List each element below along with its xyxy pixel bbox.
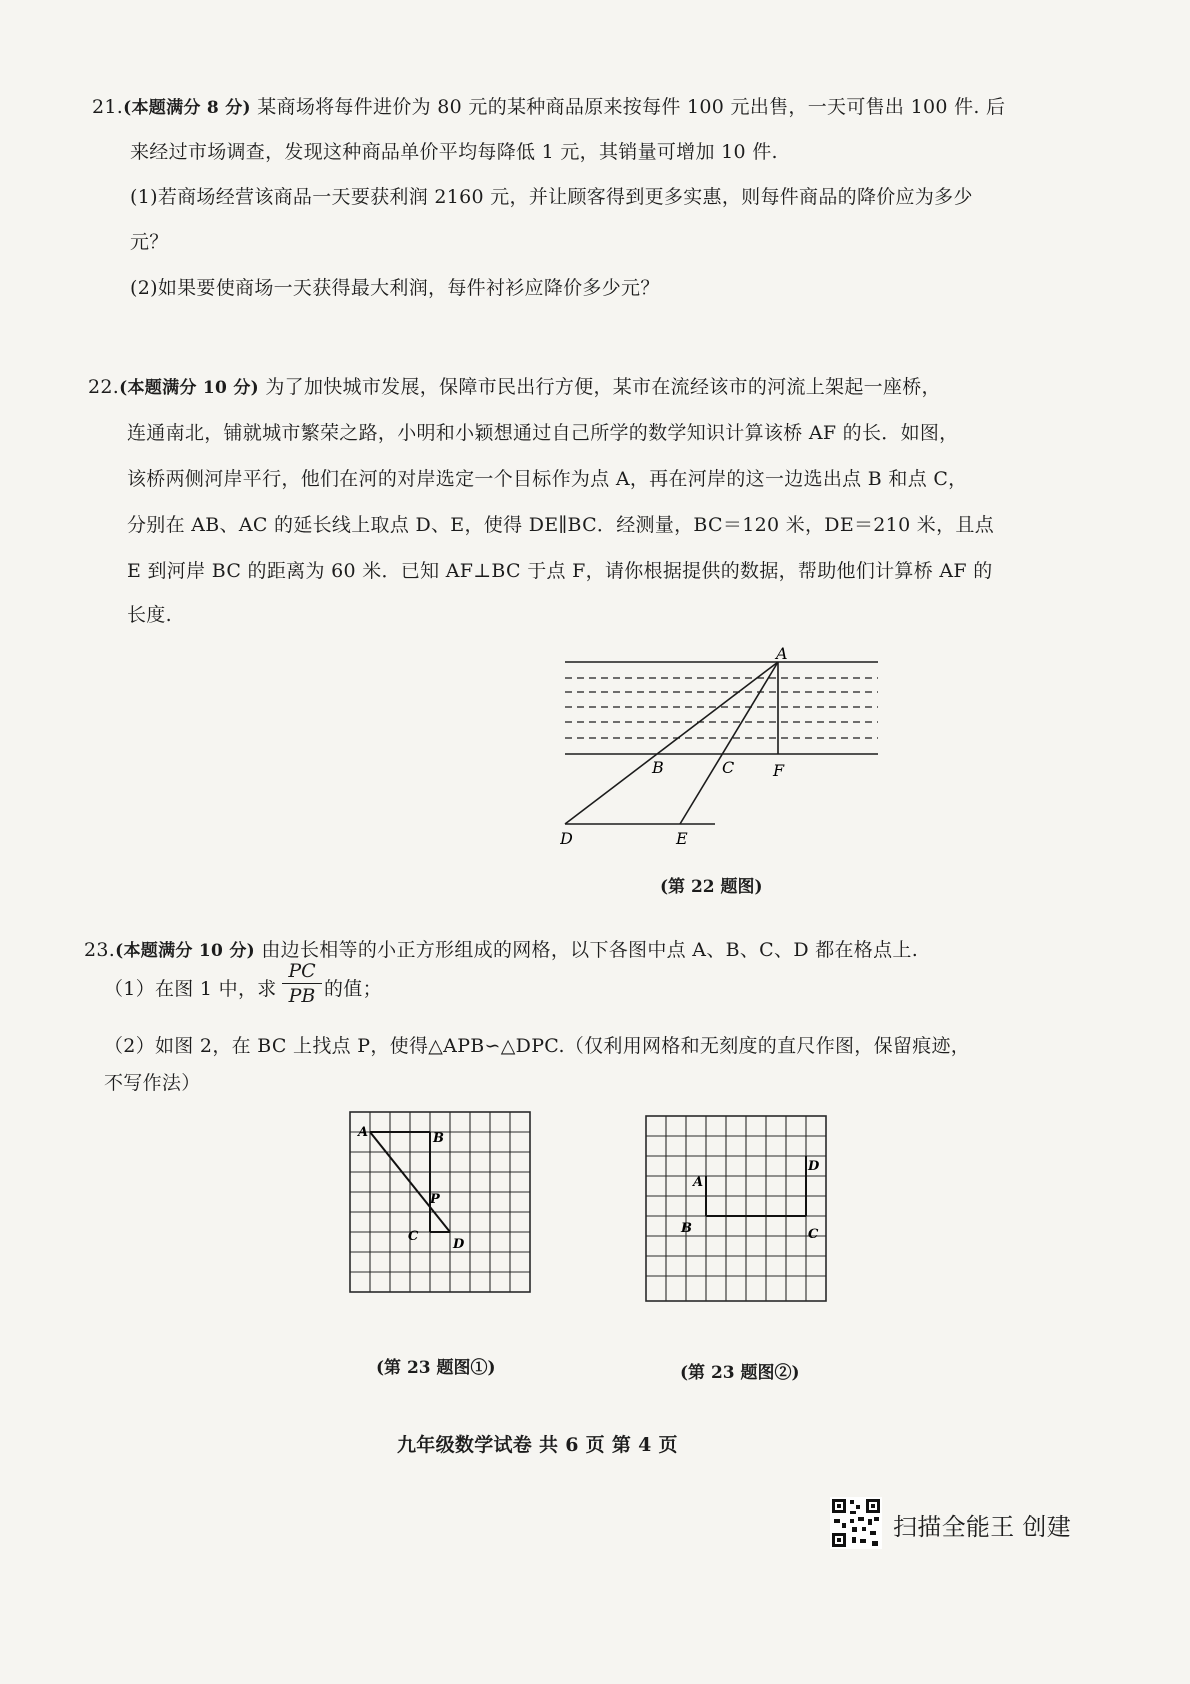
page-footer: 九年级数学试卷 共 6 页 第 4 页 xyxy=(397,1434,678,1456)
fig2-point-B: B xyxy=(681,1221,692,1236)
q21-part1-line1: (1)若商场经营该商品一天要获利润 2160 元，并让顾客得到更多实惠，则每件商品的降价应为多少 xyxy=(130,186,973,208)
fig2-point-D: D xyxy=(808,1159,820,1174)
q21-line2: 来经过市场调查，发现这种商品单价平均每降低 1 元，其销量可增加 10 件. xyxy=(130,141,778,163)
point-C-label: C xyxy=(722,758,735,777)
q21-text1: 某商场将每件进价为 80 元的某种商品原来按每件 100 元出售，一天可售出 100 件. 后 xyxy=(257,96,1006,118)
q21-part2: (2)如果要使商场一天获得最大利润，每件衬衫应降价多少元？ xyxy=(130,277,660,299)
q22-line5: E 到河岸 BC 的距离为 60 米．已知 AF⊥BC 于点 F，请你根据提供的数据，帮助他们计算桥 AF 的 xyxy=(127,560,993,582)
line-AE xyxy=(680,662,778,824)
river-dashes xyxy=(565,678,878,738)
q23-fraction xyxy=(282,959,322,1008)
q22-line2: 连通南北，铺就城市繁荣之路，小明和小颖想通过自己所学的数学知识计算该桥 AF 的长．如图， xyxy=(127,422,959,444)
q23-part2-line1: （2）如图 2，在 BC 上找点 P，使得△APB∽△DPC.（仅利用网格和无刻度的直尺作图，保留痕迹， xyxy=(104,1035,971,1057)
fraction-denominator: PB xyxy=(288,985,316,1007)
q23-figure-1 xyxy=(340,1108,540,1298)
q21-part1-line2: 元？ xyxy=(130,231,169,253)
q22-line6: 长度. xyxy=(127,604,172,626)
grid-2 xyxy=(646,1116,826,1301)
q23-figure-1-caption: (第 23 题图①) xyxy=(376,1358,496,1378)
fig1-point-D: D xyxy=(453,1237,465,1252)
q23-score: (本题满分 10 分) xyxy=(115,941,256,961)
q22-line1 xyxy=(88,372,941,399)
q21-line1 xyxy=(92,92,1005,119)
q22-text1: 为了加快城市发展，保障市民出行方便，某市在流经该市的河流上架起一座桥， xyxy=(265,376,941,398)
line-AD xyxy=(565,662,778,824)
q23-figure-2 xyxy=(636,1108,836,1308)
fig1-point-A: A xyxy=(358,1125,369,1140)
scanner-watermark: 扫描全能王 创建 xyxy=(893,1513,1072,1541)
q23-part2-line2: 不写作法） xyxy=(104,1072,201,1094)
point-F-label: F xyxy=(773,761,785,780)
q22-figure-caption: (第 22 题图) xyxy=(660,877,763,897)
fig1-point-P: P xyxy=(430,1192,440,1207)
point-D-label: D xyxy=(560,829,573,848)
q23-label: 23. xyxy=(84,939,116,961)
fraction-numerator: PC xyxy=(282,959,322,984)
q23-part1-suffix: 的值； xyxy=(324,978,382,1000)
q22-score: (本题满分 10 分) xyxy=(119,378,260,398)
point-E-label: E xyxy=(676,829,688,848)
qr-code-icon xyxy=(830,1497,882,1549)
q21-label: 21. xyxy=(92,96,124,118)
q23-figure-2-caption: (第 23 题图②) xyxy=(680,1363,800,1383)
q23-text1: 由边长相等的小正方形组成的网格，以下各图中点 A、B、C、D 都在格点上. xyxy=(261,939,919,961)
q21-score: (本题满分 8 分) xyxy=(123,98,251,118)
q22-line3: 该桥两侧河岸平行，他们在河的对岸选定一个目标作为点 A，再在河岸的这一边选出点 B 和点 C， xyxy=(127,468,968,490)
q23-line1 xyxy=(84,935,918,962)
fig1-point-C: C xyxy=(408,1229,419,1244)
fig2-point-A: A xyxy=(693,1175,704,1190)
point-B-label: B xyxy=(652,758,664,777)
q22-figure xyxy=(560,642,900,857)
q22-label: 22. xyxy=(88,376,120,398)
point-A-label: A xyxy=(776,644,788,663)
fig1-point-B: B xyxy=(433,1131,444,1146)
q23-part1-prefix: （1）在图 1 中，求 xyxy=(104,978,277,1000)
q22-line4: 分别在 AB、AC 的延长线上取点 D、E，使得 DE∥BC．经测量，BC＝120 米，DE＝210 米，且点 xyxy=(127,514,995,536)
fig2-point-C: C xyxy=(808,1227,819,1242)
